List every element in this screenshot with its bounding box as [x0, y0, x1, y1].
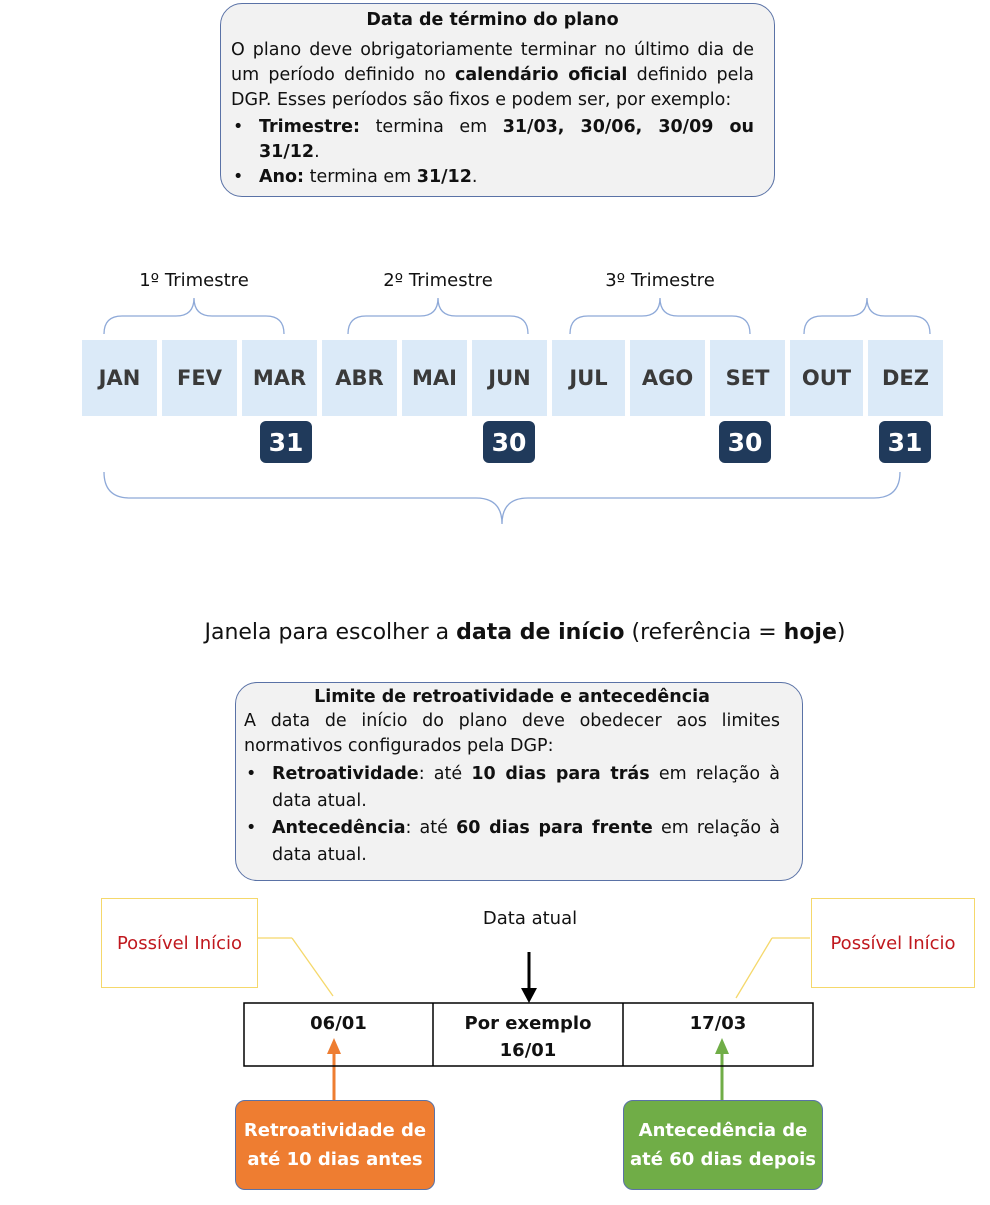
retroactivity-box: Retroatividade de até 10 dias antes	[235, 1100, 435, 1190]
bullet-retro-pre: : até	[418, 764, 472, 784]
bullet-retro-post: em relação à data atual.	[272, 764, 780, 811]
bullet-retro-label: Retroatividade	[272, 764, 419, 784]
timeline-cell-start: 06/01	[310, 1013, 367, 1034]
bullet-ante-pre: : até	[405, 818, 457, 838]
month-fev: FEV	[162, 340, 237, 416]
start-window-title	[0, 620, 990, 645]
day-badge-dez: 31	[879, 421, 931, 463]
bullet-advance	[244, 815, 780, 869]
month-out: OUT	[790, 340, 863, 416]
quarter-4-brace	[804, 298, 930, 334]
current-date-label: Data atual	[482, 908, 578, 929]
quarter-2-label: 2º Trimestre	[383, 270, 493, 291]
timeline-cell-current: Por exemplo 16/01	[464, 1013, 592, 1061]
month-jul: JUL	[552, 340, 625, 416]
window-title-text-3: )	[836, 620, 846, 645]
window-title-bold-2: hoje	[783, 620, 837, 645]
month-mar: MAR	[242, 340, 317, 416]
end-date-title: Data de término do plano	[366, 10, 619, 30]
bullet-year-text: termina em	[304, 167, 417, 187]
month-dez: DEZ	[868, 340, 943, 416]
advance-box: Antecedência de até 60 dias depois	[623, 1100, 823, 1190]
day-badge-mar: 31	[260, 421, 312, 463]
day-badge-set: 30	[719, 421, 771, 463]
window-title-text-2: (referência =	[624, 620, 784, 645]
possible-start-right-callout: Possível Início	[811, 898, 975, 988]
day-badge-jun: 30	[483, 421, 535, 463]
timeline-cell-end: 17/03	[689, 1013, 747, 1034]
bullet-retro-bold: 10 dias para trás	[471, 764, 650, 784]
end-date-text-2: definido pela DGP. Esses períodos são fixos e podem ser, por exemplo:	[231, 65, 754, 110]
bullet-ante-label: Antecedência	[272, 818, 406, 838]
window-title-text-1: Janela para escolher a	[204, 620, 457, 645]
month-jun: JUN	[472, 340, 547, 416]
left-callout-leader	[292, 938, 333, 996]
bullet-year-end: .	[471, 167, 478, 187]
limits-bullets	[244, 761, 780, 869]
month-mai: MAI	[402, 340, 467, 416]
bullet-quarter-label: Trimestre:	[259, 117, 361, 137]
window-title-bold-1: data de início	[456, 620, 625, 645]
limits-title: Limite de retroatividade e antecedência	[314, 687, 710, 707]
end-date-text-1: O plano deve obrigatoriamente terminar no último dia de um período definido no	[231, 40, 754, 85]
limits-paragraph: A data de início do plano deve obedecer aos limites normativos configurados pela DGP:	[244, 711, 780, 756]
bullet-ante-post: em relação à data atual.	[272, 818, 780, 865]
bullet-quarter-value: 31/03, 30/06, 30/09 ou 31/12	[259, 117, 754, 162]
current-date-arrow-head	[521, 988, 537, 1003]
quarter-1-label: 1º Trimestre	[139, 270, 249, 291]
bullet-year-value: 31/12	[416, 167, 472, 187]
quarter-1-brace	[104, 298, 284, 334]
bullet-year-label: Ano:	[259, 167, 305, 187]
month-set: SET	[710, 340, 785, 416]
quarter-3-brace	[570, 298, 750, 334]
month-ago: AGO	[630, 340, 705, 416]
right-callout-leader	[736, 938, 772, 998]
month-abr: ABR	[322, 340, 397, 416]
year-brace	[104, 472, 900, 524]
bullet-quarter-text: termina em	[360, 117, 503, 137]
quarter-3-label: 3º Trimestre	[605, 270, 715, 291]
quarter-2-brace	[348, 298, 528, 334]
month-jan: JAN	[82, 340, 157, 416]
bullet-quarter-end: .	[314, 142, 320, 162]
possible-start-left-callout: Possível Início	[101, 898, 258, 988]
end-date-text-bold: calendário oficial	[454, 65, 628, 85]
bullet-retroactivity	[244, 761, 780, 815]
limits-info-box	[235, 682, 803, 881]
bullet-ante-bold: 60 dias para frente	[456, 818, 653, 838]
